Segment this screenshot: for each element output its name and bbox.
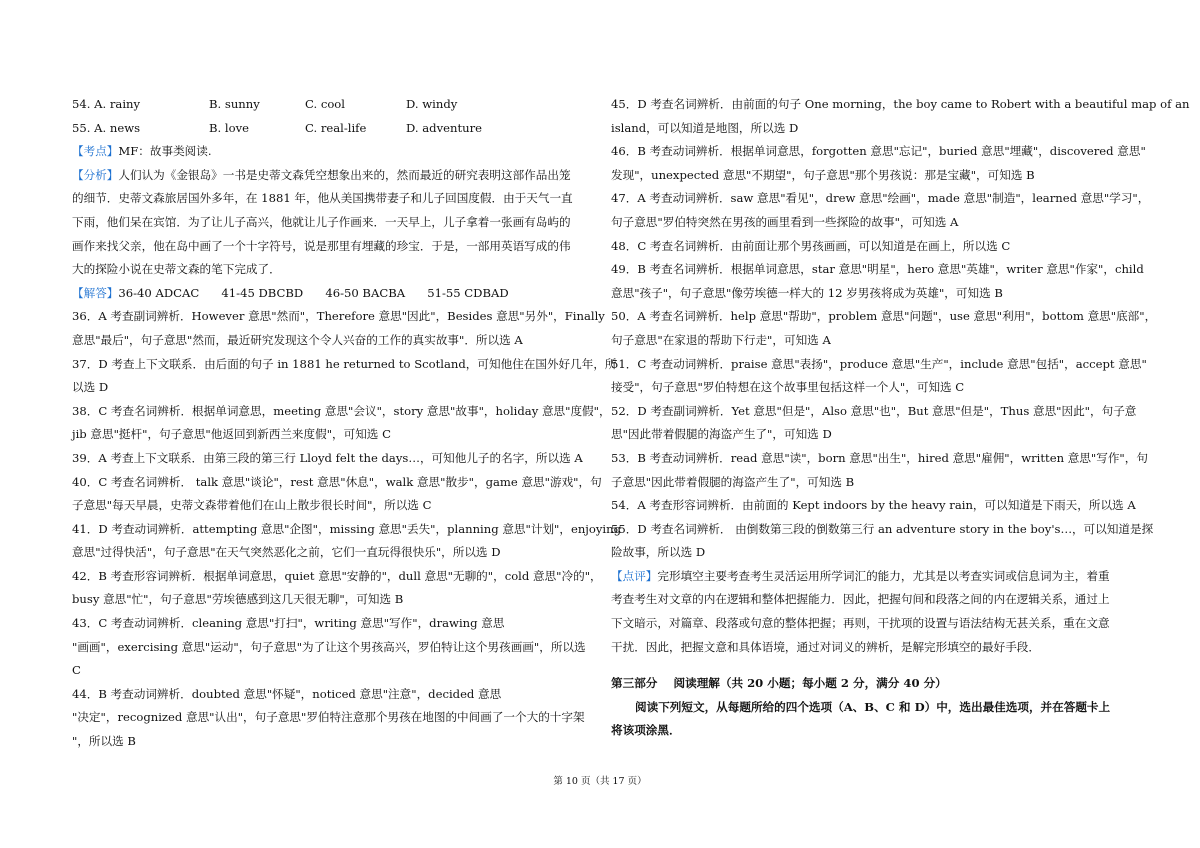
comment-line bbox=[611, 612, 1129, 636]
explanation-line: 46．B 考查动词辨析．根据单词意思，forgotten 意思"忘记"，buried 意思"埋藏"，discovered 意思" bbox=[611, 144, 1146, 159]
kaodian-tag: 【考点】 bbox=[72, 144, 119, 159]
explanation-line: 45．D 考查名词辨析．由前面的句子 One morning，the boy came to Robert with a beautiful map of an bbox=[611, 97, 1190, 111]
explanation-line: 思"因此带着假腿的海盗产生了"，可知选 D bbox=[611, 427, 832, 442]
explanation-line: 54．A 考查形容词辨析．由前面的 Kept indoors by the heavy rain，可以知道是下雨天，所以选 A bbox=[611, 498, 1136, 513]
option-c: C. cool bbox=[305, 97, 345, 111]
option-b: B. sunny bbox=[209, 97, 260, 111]
comment-text: 完形填空主要考查考生灵活运用所学词汇的能力，尤其是以考查实词或信息词为主，着重 bbox=[657, 568, 1110, 583]
explanation-line: busy 意思"忙"，句子意思"劳埃德感到这几天很无聊"，可知选 B bbox=[72, 592, 404, 607]
analysis-text: 画作来找父亲，他在岛中画了一个十字符号，说是那里有埋藏的珍宝．于是，一部用英语写成的伟 bbox=[72, 238, 571, 253]
explanation-line: 51．C 考查动词辨析．praise 意思"表扬"，produce 意思"生产"，include 意思"包括"，accept 意思" bbox=[611, 356, 1147, 371]
explanation-line: 发现"，unexpected 意思"不期望"，句子意思"那个男孩说：那是宝藏"，可知选 B bbox=[611, 167, 1035, 182]
comment-text: 干扰．因此，把握文意和具体语境，通过对词义的辨析，是解完形填空的最好手段． bbox=[611, 639, 1040, 654]
analysis-text: 下雨，他们呆在宾馆．为了让儿子高兴，他就让儿子作画来．一天早上，儿子拿着一张画有岛屿的 bbox=[72, 214, 571, 229]
jieda-tag: 【解答】 bbox=[72, 285, 119, 300]
explanation-line: 52．D 考查副词辨析．Yet 意思"但是"，Also 意思"也"，But 意思"但是"，Thus 意思"因此"，句子意 bbox=[611, 403, 1137, 418]
explanation-line: 子意思"因此带着假腿的海盗产生了"，可知选 B bbox=[611, 474, 855, 489]
comment-line bbox=[611, 565, 1129, 589]
analysis-text: 人们认为《金银岛》一书是史蒂文森凭空想象出来的，然而最近的研究表明这部作品出笼 bbox=[118, 167, 571, 182]
option-d: D. adventure bbox=[406, 120, 482, 135]
explanation-line: 意思"孩子"，句子意思"像劳埃德一样大的 12 岁男孩将成为英雄"，可知选 B bbox=[611, 285, 1003, 300]
explanation-line: 44．B 考查动词辨析．doubted 意思"怀疑"，noticed 意思"注意"，decided 意思 bbox=[72, 686, 502, 701]
comment-text: 下文暗示，对篇章、段落或句意的整体把握；再则，干扰项的设置与语法结构无甚关系，重在文意 bbox=[611, 616, 1110, 631]
explanation-line: 38．C 考查名词辨析．根据单词意思，meeting 意思"会议"，story 意思"故事"，holiday 意思"度假"， bbox=[72, 403, 611, 418]
instruction-line-1: 阅读下列短文，从每题所给的四个选项（A、B、C 和 D）中，选出最佳选项，并在答题卡上 bbox=[635, 699, 1111, 714]
explanation-line: 50．A 考查名词辨析．help 意思"帮助"，problem 意思"问题"，use 意思"利用"，bottom 意思"底部"， bbox=[611, 309, 1157, 324]
explanation-line: 43．C 考查动词辨析．cleaning 意思"打扫"，writing 意思"写作"，drawing 意思 bbox=[72, 616, 505, 631]
analysis-line bbox=[72, 187, 590, 211]
option-d: D. windy bbox=[406, 97, 458, 111]
explanation-line: 37．D 考查上下文联系．由后面的句子 in 1881 he returned to Scotland，可知他住在国外好几年，所 bbox=[72, 356, 617, 371]
explanation-line: 53．B 考查动词辨析．read 意思"读"，born 意思"出生"，hired 意思"雇佣"，written 意思"写作"，句 bbox=[611, 450, 1148, 465]
explanation-line: "，所以选 B bbox=[72, 734, 136, 749]
analysis-line bbox=[72, 258, 590, 282]
explanation-line: 以选 D bbox=[72, 380, 109, 395]
explanation-line: island，可以知道是地图，所以选 D bbox=[611, 120, 799, 135]
option-b: B. love bbox=[209, 120, 249, 135]
explanation-line: 47．A 考查动词辨析．saw 意思"看见"，drew 意思"绘画"，made 意思"制造"，learned 意思"学习"， bbox=[611, 191, 1150, 206]
explanation-line: 意思"过得快活"，句子意思"在天气突然恶化之前，它们一直玩得很快乐"，所以选 D bbox=[72, 545, 501, 560]
explanation-line: 55．D 考查名词辨析． 由倒数第三段的倒数第三行 an adventure story in the boy's…，可以知道是探 bbox=[611, 521, 1154, 536]
explanation-line: 40．C 考查名词辨析． talk 意思"谈论"，rest 意思"休息"，walk 意思"散步"，game 意思"游戏"，句 bbox=[72, 474, 602, 489]
explanation-line: 36．A 考查副词辨析．However 意思"然而"，Therefore 意思"因此"，Besides 意思"另外"，Finally bbox=[72, 309, 605, 324]
analysis-text: 的细节．史蒂文森旅居国外多年，在 1881 年，他从美国携带妻子和儿子回国度假．由于天气一直 bbox=[72, 191, 573, 206]
explanation-line: 49．B 考查名词辨析．根据单词意思，star 意思"明星"，hero 意思"英雄"，writer 意思"作家"，child bbox=[611, 262, 1144, 277]
option-c: C. real-life bbox=[305, 120, 367, 135]
comment-text: 考查考生对文章的内在逻辑和整体把握能力．因此，把握句间和段落之间的内在逻辑关系，通过上 bbox=[611, 592, 1110, 607]
analysis-text: 大的探险小说在史蒂文森的笔下完成了． bbox=[72, 262, 281, 277]
jieda-text: 36-40 ADCAC 41-45 DBCBD 46-50 BACBA 51-55 CDBAD bbox=[118, 285, 509, 300]
page-footer: 第 10 页（共 17 页） bbox=[553, 776, 647, 787]
explanation-line: 41．D 考查动词辨析．attempting 意思"企图"，missing 意思"丢失"，planning 意思"计划"，enjoying bbox=[72, 521, 622, 536]
explanation-line: 39．A 考查上下文联系．由第三段的第三行 Lloyd felt the days…，可知他儿子的名字，所以选 A bbox=[72, 450, 583, 465]
explanation-line: "决定"，recognized 意思"认出"，句子意思"罗伯特注意那个男孩在地图的中间画了一个大的十字架 bbox=[72, 710, 585, 725]
kaodian-line bbox=[72, 140, 590, 164]
right-column bbox=[611, 93, 1190, 743]
explanation-line: jib 意思"挺杆"，句子意思"他返回到新西兰来度假"，可知选 C bbox=[72, 427, 391, 442]
jieda-line bbox=[72, 282, 590, 306]
instruction-line-2: 将该项涂黑． bbox=[611, 723, 681, 738]
comment-tag: 【点评】 bbox=[611, 568, 658, 583]
option-a: 55. A. news bbox=[72, 120, 141, 135]
explanation-line: "画画"，exercising 意思"运动"，句子意思"为了让这个男孩高兴，罗伯特让这个男孩画画"，所以选 bbox=[72, 639, 586, 654]
analysis-tag: 【分析】 bbox=[72, 167, 119, 182]
kaodian-text: MF：故事类阅读. bbox=[118, 144, 212, 159]
analysis-line bbox=[72, 164, 590, 188]
explanation-line: 48．C 考查名词辨析．由前面让那个男孩画画，可以知道是在画上，所以选 C bbox=[611, 238, 1011, 253]
section-title: 第三部分 阅读理解（共 20 小题；每小题 2 分，满分 40 分） bbox=[611, 676, 947, 691]
option-row bbox=[72, 93, 590, 117]
explanation-line: 接受"，句子意思"罗伯特想在这个故事里包括这样一个人"，可知选 C bbox=[611, 380, 965, 395]
explanation-line: 意思"最后"，句子意思"然而，最近研究发现这个令人兴奋的工作的真实故事"．所以选 A bbox=[72, 332, 523, 347]
option-row bbox=[72, 117, 590, 141]
explanation-line: 句子意思"罗伯特突然在男孩的画里看到一些探险的故事"，可知选 A bbox=[611, 214, 959, 229]
comment-line bbox=[611, 636, 1129, 660]
explanation-line: 险故事，所以选 D bbox=[611, 545, 706, 560]
analysis-line bbox=[72, 235, 590, 259]
option-a: 54. A. rainy bbox=[72, 97, 141, 111]
left-column bbox=[72, 93, 622, 754]
explanation-line: C bbox=[72, 663, 81, 678]
explanation-line: 42．B 考查形容词辨析．根据单词意思，quiet 意思"安静的"，dull 意思"无聊的"，cold 意思"冷的"， bbox=[72, 568, 602, 583]
comment-line bbox=[611, 588, 1129, 612]
analysis-line bbox=[72, 211, 590, 235]
explanation-line: 子意思"每天早晨，史蒂文森带着他们在山上散步很长时间"，所以选 C bbox=[72, 498, 432, 513]
explanation-line: 句子意思"在家退的帮助下行走"，可知选 A bbox=[611, 332, 831, 347]
